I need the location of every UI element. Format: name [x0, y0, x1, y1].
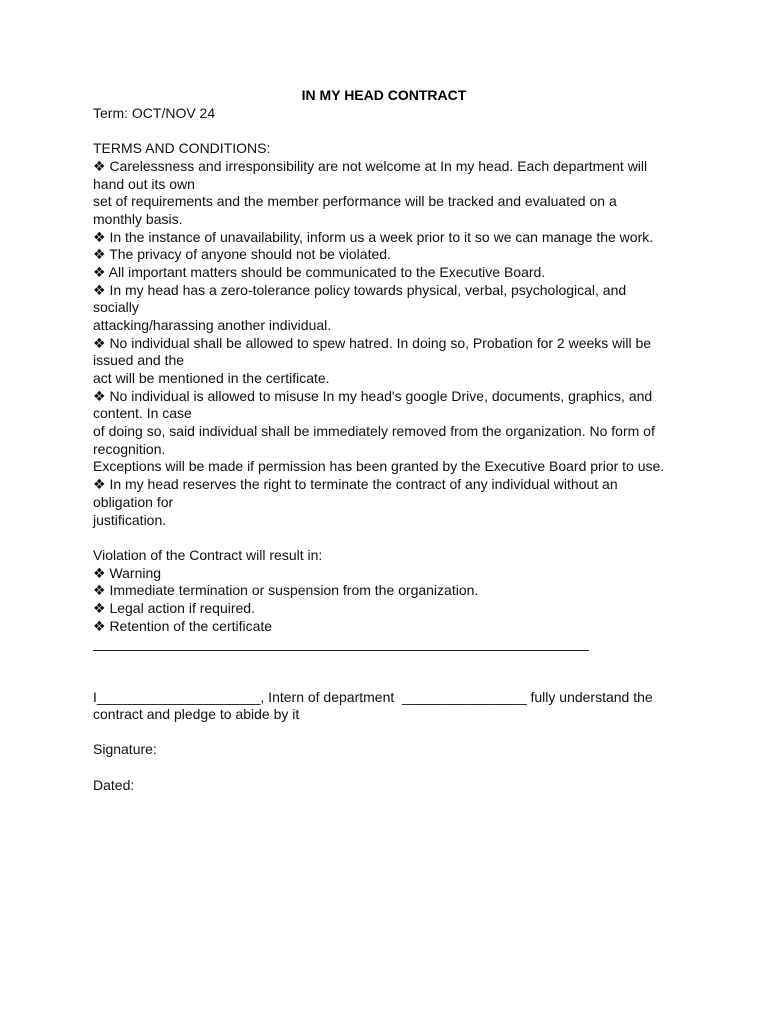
signature-label: Signature:	[93, 741, 157, 757]
separator-line	[93, 650, 589, 651]
violation-item: ❖ Retention of the certificate	[93, 618, 273, 634]
terms-line: ❖ No individual shall be allowed to spew hatred. In doing so, Probation for 2 weeks will be	[93, 335, 652, 351]
pledge-line: I_____________________, Intern of department ________________ fully understand the	[93, 689, 653, 705]
terms-line: set of requirements and the member performance will be tracked and evaluated on a	[93, 193, 617, 209]
violation-heading: Violation of the Contract will result in:	[93, 547, 323, 563]
terms-line: ❖ In my head has a zero-tolerance policy towards physical, verbal, psychological, and	[93, 282, 627, 298]
terms-line: of doing so, said individual shall be immediately removed from the organization. No form of	[93, 423, 655, 439]
term-line: Term: OCT/NOV 24	[93, 105, 216, 121]
terms-heading: TERMS AND CONDITIONS:	[93, 140, 271, 156]
terms-line: ❖ In my head reserves the right to terminate the contract of any individual without an	[93, 476, 618, 492]
terms-line: hand out its own	[93, 176, 195, 192]
violation-item: ❖ Legal action if required.	[93, 600, 255, 616]
terms-line: content. In case	[93, 405, 192, 421]
dated-label: Dated:	[93, 777, 135, 793]
violation-item: ❖ Immediate termination or suspension from the organization.	[93, 582, 479, 598]
terms-line: justification.	[93, 512, 167, 528]
terms-line: Exceptions will be made if permission has been granted by the Executive Board prior to use.	[93, 458, 665, 474]
terms-line: attacking/harassing another individual.	[93, 317, 332, 333]
pledge-line: contract and pledge to abide by it	[93, 706, 300, 722]
terms-line: act will be mentioned in the certificate.	[93, 370, 330, 386]
terms-line: ❖ Carelessness and irresponsibility are not welcome at In my head. Each department will	[93, 158, 648, 174]
terms-line: issued and the	[93, 352, 185, 368]
terms-line: monthly basis.	[93, 211, 183, 227]
terms-line: socially	[93, 299, 139, 315]
document-title: IN MY HEAD CONTRACT	[301, 87, 467, 103]
terms-line: ❖ The privacy of anyone should not be violated.	[93, 246, 391, 262]
terms-line: ❖ No individual is allowed to misuse In my head's google Drive, documents, graphics, and	[93, 388, 653, 404]
violation-item: ❖ Warning	[93, 565, 162, 581]
terms-line: ❖ All important matters should be communicated to the Executive Board.	[93, 264, 546, 280]
terms-line: recognition.	[93, 441, 166, 457]
terms-line: obligation for	[93, 494, 174, 510]
terms-line: ❖ In the instance of unavailability, inform us a week prior to it so we can manage the work.	[93, 229, 654, 245]
